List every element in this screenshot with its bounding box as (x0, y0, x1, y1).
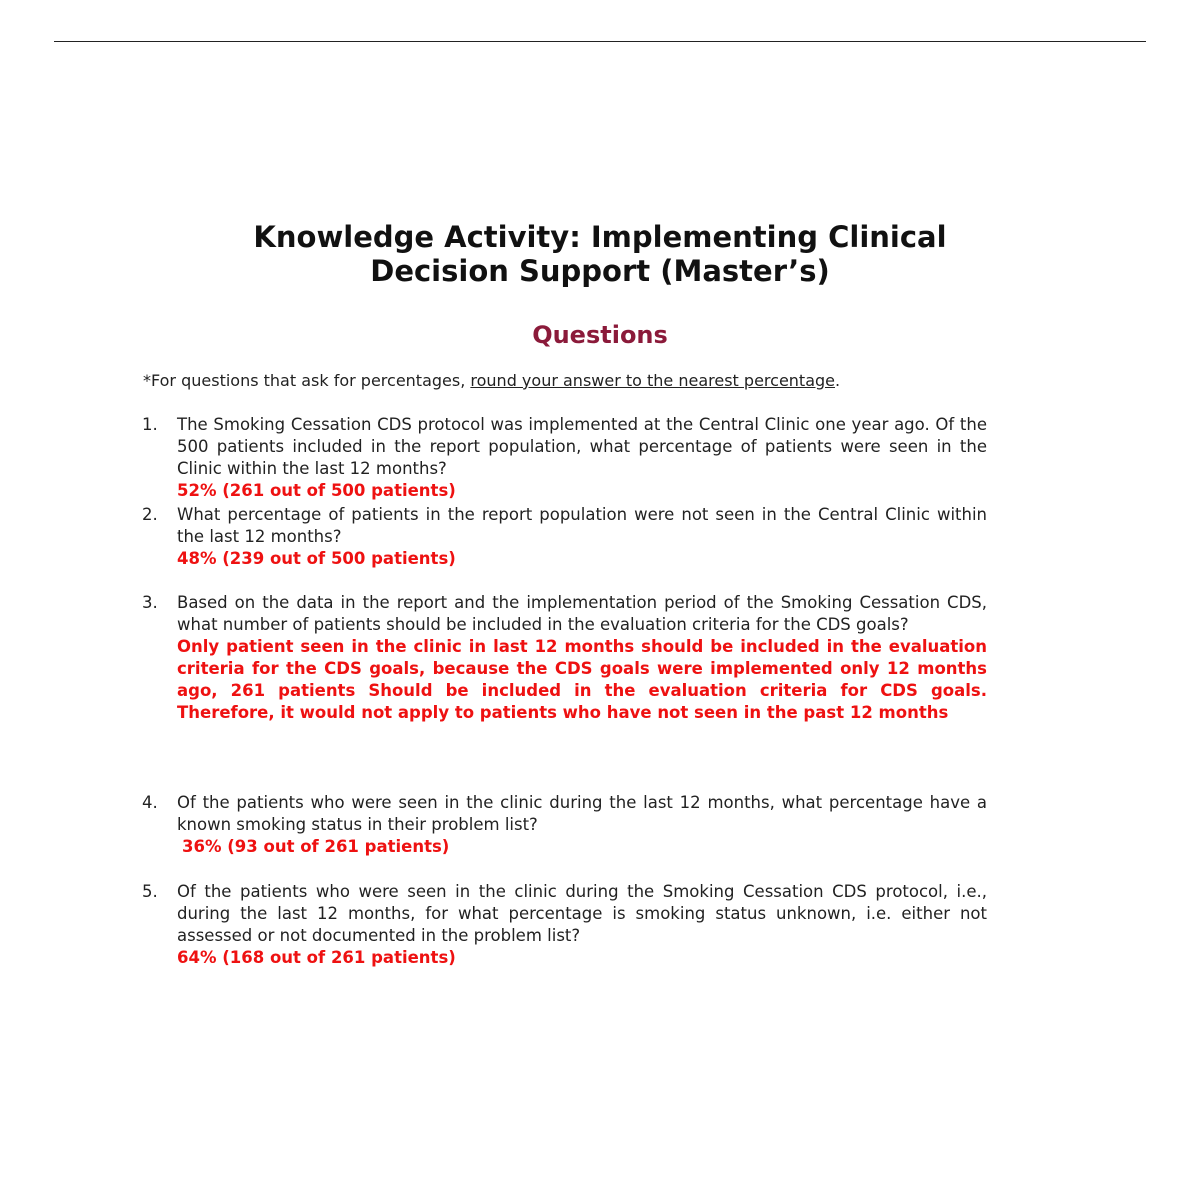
question-body (177, 592, 987, 724)
document-title (100, 220, 1100, 288)
question-body (177, 792, 987, 858)
question-number: 1. (142, 415, 158, 434)
note-suffix: . (835, 371, 841, 390)
question-body (177, 504, 987, 570)
question-number: 3. (142, 593, 158, 612)
question-text: Based on the data in the report and the implementation period of the Smoking Cessation CDS, what number of patients should be included in the evaluation criteria for the CDS goals? (177, 593, 987, 634)
question-text: What percentage of patients in the report population were not seen in the Central Clinic within the last 12 months? (177, 505, 987, 546)
question-body (177, 881, 987, 969)
question-text: The Smoking Cessation CDS protocol was implemented at the Central Clinic one year ago. Of the 500 patients included in the report population, what percentage of patients were seen in the Clinic within the last 12 months? (177, 415, 987, 478)
question-number: 4. (142, 793, 158, 812)
question-number: 2. (142, 505, 158, 524)
title-line-1: Knowledge Activity: Implementing Clinical (253, 220, 947, 254)
question-text: Of the patients who were seen in the clinic during the Smoking Cessation CDS protocol, i.e., during the last 12 months, for what percentage is smoking status unknown, i.e. either not assessed or not documented in the problem list? (177, 882, 987, 945)
note-underlined: round your answer to the nearest percentage (470, 371, 835, 390)
question-number: 5. (142, 882, 158, 901)
question-text: Of the patients who were seen in the clinic during the last 12 months, what percentage have a known smoking status in their problem list? (177, 793, 987, 834)
answer-text: 48% (239 out of 500 patients) (177, 549, 456, 568)
note-prefix: *For questions that ask for percentages, (143, 371, 471, 390)
header-rule (54, 41, 1146, 42)
answer-text: Only patient seen in the clinic in last 12 months should be included in the evaluation criteria for the CDS goals, because the CDS goals were implemented only 12 months ago, 261 patients Should be included in the evaluation criteria for CDS goals. Therefore, it would not apply to patients who have not seen in the past 12 months (177, 637, 987, 722)
answer-text: 52% (261 out of 500 patients) (177, 481, 456, 500)
title-line-2: Decision Support (Master’s) (370, 254, 830, 288)
question-body (177, 414, 987, 502)
questions-heading: Questions (532, 321, 668, 349)
answer-text: 64% (168 out of 261 patients) (177, 948, 456, 967)
rounding-note (143, 371, 1043, 391)
answer-text: 36% (93 out of 261 patients) (182, 837, 450, 856)
